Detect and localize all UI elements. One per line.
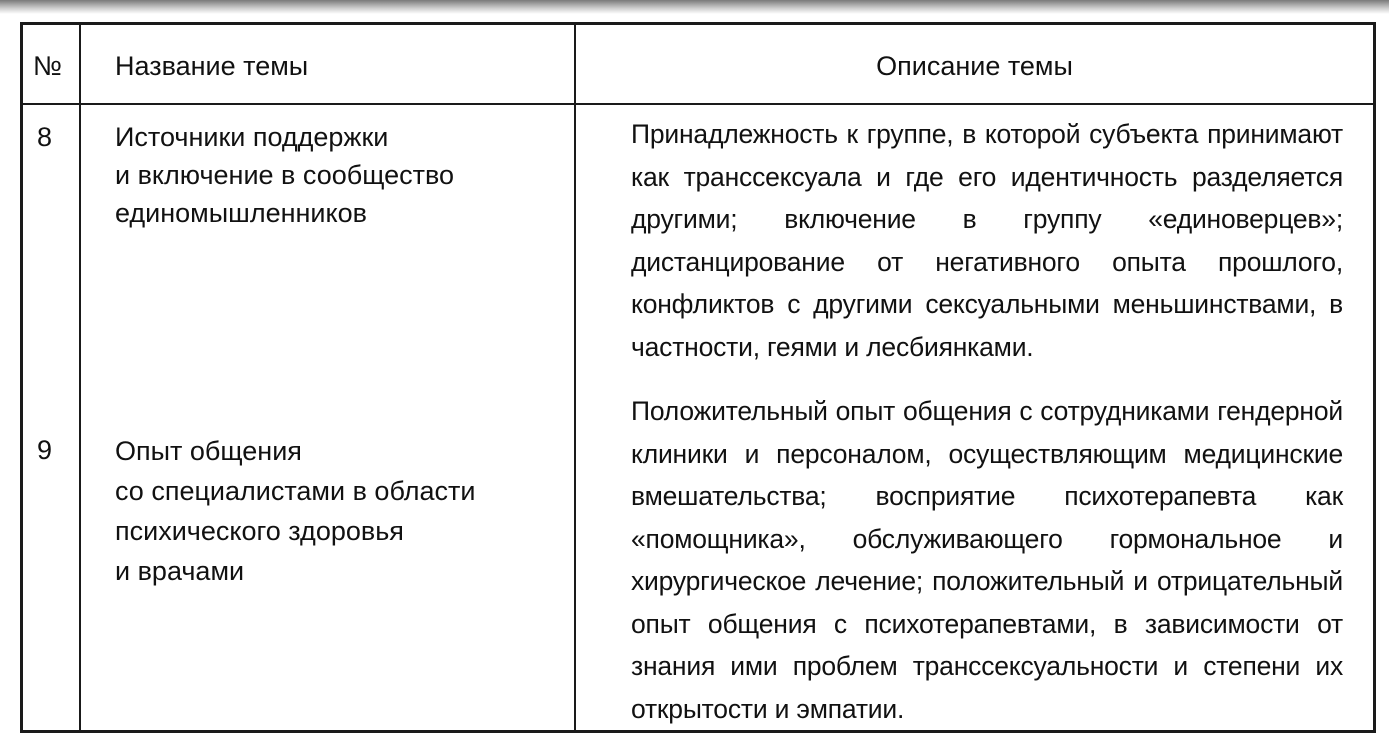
header-topic-name: Название темы <box>115 51 309 81</box>
row-9-description: Положительный опыт общения с сотрудниками гендерной клиники и персоналом, осуществляющим медицинские вмешательства; восприятие психотерапевта как «помощника», обслуживающего гормональное и хирургическое лечение; положительный и отрицательный опыт общения с психотерапевтами, в зависимости от знания ими проблем транссексуальности и степени их открытости и эмпатии. <box>631 396 1343 724</box>
column-divider-number <box>79 25 81 730</box>
column-divider-description <box>574 25 576 730</box>
row-8-name: Источники поддержки и включение в сообщество единомышленников <box>115 122 455 228</box>
row-9-name: Опыт общения со специалистами в области психического здоровья и врачами <box>115 436 476 586</box>
table-header-row <box>23 25 1373 105</box>
header-number: № <box>33 51 62 81</box>
topics-table <box>20 22 1376 733</box>
row-8-number: 8 <box>37 122 53 152</box>
row-9-number: 9 <box>37 435 53 465</box>
header-topic-description: Описание темы <box>876 51 1073 81</box>
page-top-edge <box>0 0 1389 14</box>
row-8-description: Принадлежность к группе, в которой субъекта принимают как транссексуала и где его идентичность разделяется другими; включение в группу «единоверцев»; дистанцирование от негативного опыта прошлого, конфликтов с другими сексуальными меньшинствами, в частности, геями и лесбиянками. <box>631 119 1343 362</box>
